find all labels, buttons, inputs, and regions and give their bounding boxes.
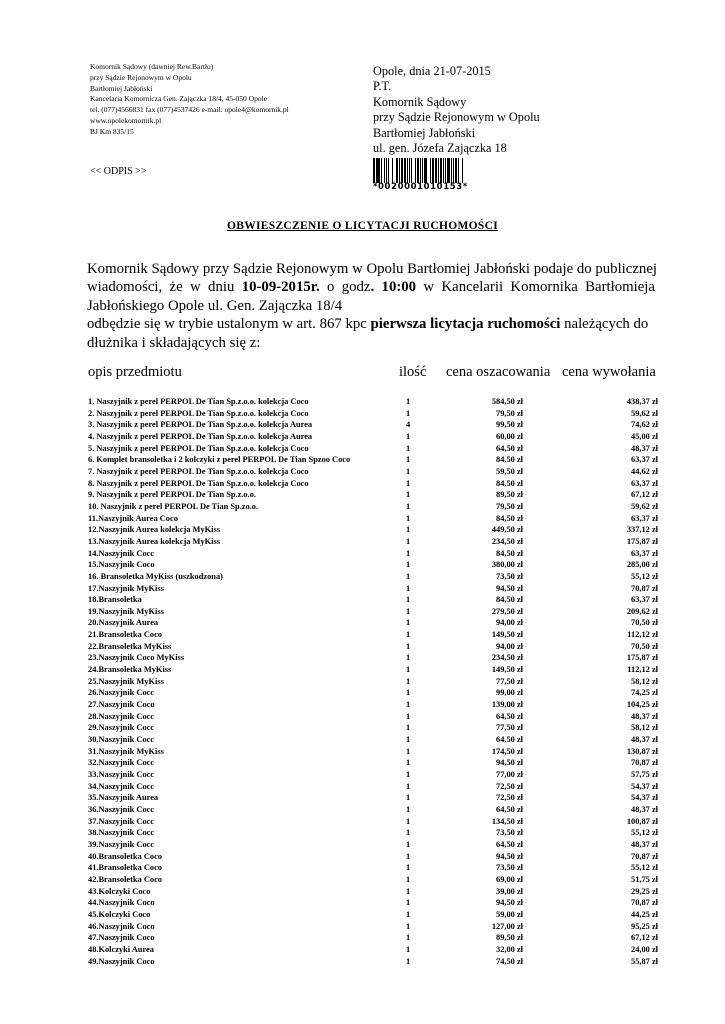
table-row [88, 396, 658, 408]
item-call-price: 59,62 zł [631, 501, 658, 511]
item-quantity: 1 [406, 723, 411, 733]
item-call-price: 48,37 zł [631, 443, 658, 453]
item-quantity: 1 [406, 560, 411, 570]
table-row [88, 746, 658, 758]
item-call-price: 58,12 zł [631, 723, 658, 733]
item-call-price: 24,00 zł [631, 944, 658, 954]
auction-time: . 10:00 [370, 279, 417, 296]
item-description: 21.Bransoletka Coco [88, 630, 162, 640]
item-quantity: 1 [406, 933, 411, 943]
item-estimate: 149,50 zł [491, 665, 523, 675]
item-call-price: 55,87 zł [631, 956, 658, 966]
item-estimate: 77,50 zł [496, 723, 523, 733]
item-description: 27.Naszyjnik Coco [88, 700, 155, 710]
item-estimate: 584,50 zł [491, 397, 523, 406]
item-estimate: 449,50 zł [491, 525, 523, 535]
item-call-price: 63,37 zł [631, 548, 658, 558]
item-estimate: 84,50 zł [496, 455, 523, 465]
item-description: 44.Naszyjnik Coco [88, 898, 155, 908]
header-call-price: cena wywołania [562, 364, 656, 380]
item-quantity: 1 [406, 478, 411, 488]
item-quantity: 1 [406, 397, 411, 406]
item-call-price: 48,37 zł [631, 735, 658, 745]
table-row [88, 804, 658, 816]
item-quantity: 1 [406, 758, 411, 768]
item-quantity: 1 [406, 501, 411, 511]
item-quantity: 1 [406, 513, 411, 523]
table-row [88, 769, 658, 781]
item-description: 31.Naszyjnik MyKiss [88, 746, 164, 756]
item-description: 29.Naszyjnik Cocc [88, 723, 155, 733]
intro-text: w Kancelarii Komornika Bartłomieja [416, 279, 655, 296]
item-description: 15.Naszyjnik Coco [88, 560, 155, 570]
item-call-price: 58,12 zł [631, 676, 658, 686]
item-description: 6. Komplet bransoletka i 2 kolczyki z perel PERPOL De Tian Spzoo Coco [88, 455, 351, 465]
item-quantity: 1 [406, 839, 411, 849]
table-row [88, 722, 658, 734]
item-call-price: 74,62 zł [631, 420, 658, 430]
item-estimate: 99,50 zł [496, 420, 523, 430]
barcode-bars [373, 158, 501, 183]
intro-text: wiadomości, że w dniu [87, 279, 242, 296]
item-call-price: 175,87 zł [626, 653, 658, 663]
items-table-body [88, 396, 658, 967]
table-row [88, 932, 658, 944]
item-description: 46.Naszyjnik Coco [88, 921, 155, 931]
item-call-price: 337,12 zł [626, 525, 658, 535]
table-row [88, 781, 658, 793]
item-call-price: 70,87 zł [631, 758, 658, 768]
item-quantity: 1 [406, 746, 411, 756]
item-estimate: 64,50 zł [496, 839, 523, 849]
table-row [88, 699, 658, 711]
table-row [88, 792, 658, 804]
item-quantity: 1 [406, 525, 411, 535]
table-row [88, 454, 658, 466]
table-row [88, 431, 658, 443]
table-row [88, 652, 658, 664]
item-estimate: 84,50 zł [496, 513, 523, 523]
table-row [88, 594, 658, 606]
item-estimate: 234,50 zł [491, 653, 523, 663]
table-row [88, 886, 658, 898]
item-description: 8. Naszyjnik z perel PERPOL De Tian Sp.z.o.o. kolekcja Coco [88, 478, 309, 488]
item-quantity: 1 [406, 711, 411, 721]
table-row [88, 676, 658, 688]
item-estimate: 64,50 zł [496, 443, 523, 453]
item-quantity: 1 [406, 408, 411, 418]
item-quantity: 1 [406, 606, 411, 616]
item-estimate: 74,50 zł [496, 956, 523, 966]
item-quantity: 1 [406, 583, 411, 593]
item-description: 32.Naszyjnik Cocc [88, 758, 155, 768]
item-description: 23.Naszyjnik Coco MyKiss [88, 653, 185, 663]
item-quantity: 1 [406, 630, 411, 640]
item-quantity: 1 [406, 595, 411, 605]
item-estimate: 59,50 zł [496, 466, 523, 476]
table-row [88, 548, 658, 560]
item-call-price: 70,87 zł [631, 851, 658, 861]
sender-line: Bartłomiej Jabłoński [90, 83, 153, 93]
table-row [88, 583, 658, 595]
barcode [373, 158, 501, 192]
item-call-price: 74,25 zł [631, 688, 658, 698]
item-estimate: 79,50 zł [496, 501, 523, 511]
item-call-price: 54,37 zł [631, 781, 658, 791]
item-quantity: 1 [406, 490, 411, 500]
item-quantity: 1 [406, 863, 411, 873]
item-call-price: 63,37 zł [631, 595, 658, 605]
table-row [88, 443, 658, 455]
item-call-price: 67,12 zł [631, 490, 658, 500]
item-quantity: 1 [406, 653, 411, 663]
item-estimate: 89,50 zł [496, 933, 523, 943]
item-description: 20.Naszyjnik Aurea [88, 618, 159, 628]
item-estimate: 77,00 zł [496, 770, 523, 779]
sender-line: Kancelaria Komornicza Gen. Zajączka 18/4, 45-050 Opole [90, 94, 268, 104]
table-row [88, 524, 658, 536]
table-row [88, 757, 658, 769]
table-row [88, 641, 658, 653]
item-description: 49.Naszyjnik Coco [88, 956, 155, 966]
intro-line-2 [87, 278, 655, 296]
item-quantity: 1 [406, 851, 411, 861]
item-description: 28.Naszyjnik Cocc [88, 711, 155, 721]
item-estimate: 84,50 zł [496, 478, 523, 488]
item-call-price: 70,50 zł [631, 618, 658, 628]
item-estimate: 59,00 zł [496, 909, 523, 919]
header-estimate: cena oszacowania [446, 364, 551, 380]
barcode-code: *0020001010153* [373, 182, 468, 192]
table-row [88, 711, 658, 723]
item-description: 12.Naszyjnik Aurea kolekcja MyKiss [88, 525, 220, 535]
item-call-price: 48,37 zł [631, 839, 658, 849]
item-description: 22.Bransoletka MyKiss [88, 641, 172, 651]
item-call-price: 104,25 zł [626, 700, 658, 710]
item-description: 48.Kolczyki Aurea [88, 944, 154, 954]
recipient-line: ul. gen. Józefa Zajączka 18 [373, 141, 507, 156]
item-description: 1. Naszyjnik z perel PERPOL De Tian Sp.z.o.o. kolekcja Coco [88, 397, 309, 406]
intro-text: należących do [560, 316, 649, 333]
item-description: 35.Naszyjnik Aurea [88, 793, 159, 803]
item-estimate: 174,50 zł [491, 746, 523, 756]
intro-line-3: Jabłońskiego Opole ul. Gen. Zajączka 18/4 [87, 297, 343, 314]
table-row [88, 419, 658, 431]
item-quantity: 1 [406, 781, 411, 791]
item-call-price: 44,25 zł [631, 909, 658, 919]
item-description: 2. Naszyjnik z perel PERPOL De Tian Sp.z.o.o. kolekcja Coco [88, 408, 309, 418]
item-estimate: 39,00 zł [496, 886, 523, 896]
table-row [88, 897, 658, 909]
item-estimate: 234,50 zł [491, 536, 523, 546]
item-description: 45.Kolczyki Coco [88, 909, 151, 919]
item-quantity: 1 [406, 874, 411, 884]
item-call-price: 209,62 zł [626, 606, 658, 616]
table-row [88, 466, 658, 478]
item-estimate: 139,00 zł [491, 700, 523, 710]
item-estimate: 69,00 zł [496, 874, 523, 884]
sender-line: tel. (077)4566831 fax (077)4537426 e-mail: opole4@komornik.pl [90, 105, 289, 115]
item-call-price: 29,25 zł [631, 886, 658, 896]
item-estimate: 73,50 zł [496, 828, 523, 838]
item-description: 16. Bransoletka MyKiss (uszkodzona) [88, 571, 223, 581]
item-call-price: 48,37 zł [631, 804, 658, 814]
table-row [88, 956, 658, 968]
recipient-line: P.T. [373, 79, 392, 94]
item-quantity: 1 [406, 816, 411, 826]
item-estimate: 60,00 zł [496, 431, 523, 441]
items-table [88, 396, 658, 967]
item-estimate: 94,00 zł [496, 618, 523, 628]
table-row [88, 909, 658, 921]
item-call-price: 95,25 zł [631, 921, 658, 931]
sender-line: Komornik Sądowy (dawniej Rew.Bartło) [90, 62, 214, 71]
table-row [88, 489, 658, 501]
item-estimate: 73,50 zł [496, 863, 523, 873]
item-quantity: 1 [406, 641, 411, 651]
intro-line-1: Komornik Sądowy przy Sądzie Rejonowym w Opolu Bartłomiej Jabłoński podaje do publicznej [87, 261, 657, 277]
item-estimate: 84,50 zł [496, 548, 523, 558]
sender-block [90, 62, 360, 138]
table-row [88, 501, 658, 513]
item-call-price: 438,37 zł [626, 397, 658, 406]
item-description: 40.Bransoletka Coco [88, 851, 162, 861]
item-call-price: 55,12 zł [631, 571, 658, 581]
table-row [88, 664, 658, 676]
item-description: 10. Naszyjnik z perel PERPOL De Tian Sp.zo.o. [88, 501, 259, 511]
recipient-block [373, 64, 633, 172]
item-description: 13.Naszyjnik Aurea kolekcja MyKiss [88, 536, 220, 546]
item-quantity: 1 [406, 466, 411, 476]
item-description: 7. Naszyjnik z perel PERPOL De Tian Sp.z.o.o. kolekcja Coco [88, 466, 309, 476]
table-row [88, 513, 658, 525]
item-quantity: 1 [406, 921, 411, 931]
item-call-price: 54,37 zł [631, 793, 658, 803]
recipient-line: Komornik Sądowy [373, 94, 467, 109]
table-row [88, 921, 658, 933]
item-description: 38.Naszyjnik Cocc [88, 828, 155, 838]
case-number: BJ Km 835/15 [90, 126, 134, 136]
item-call-price: 45,00 zł [631, 431, 658, 441]
item-call-price: 100,87 zł [626, 816, 658, 826]
item-quantity: 1 [406, 455, 411, 465]
table-row [88, 571, 658, 583]
item-call-price: 59,62 zł [631, 408, 658, 418]
item-description: 37.Naszyjnik Cocc [88, 816, 155, 826]
item-quantity: 1 [406, 571, 411, 581]
table-row [88, 944, 658, 956]
item-description: 36.Naszyjnik Cocc [88, 804, 155, 814]
item-description: 18.Bransoletka [88, 595, 142, 605]
item-description: 25.Naszyjnik MyKiss [88, 676, 164, 686]
item-quantity: 4 [406, 420, 411, 430]
item-estimate: 64,50 zł [496, 804, 523, 814]
item-description: 34.Naszyjnik Cocc [88, 781, 155, 791]
item-estimate: 84,50 zł [496, 595, 523, 605]
item-call-price: 57,75 zł [631, 770, 658, 779]
item-call-price: 112,12 zł [627, 665, 658, 675]
odpis-label: << ODPIS >> [90, 166, 147, 177]
item-estimate: 32,00 zł [496, 944, 523, 954]
item-quantity: 1 [406, 770, 411, 779]
item-description: 47.Naszyjnik Coco [88, 933, 155, 943]
item-estimate: 64,50 zł [496, 735, 523, 745]
intro-paragraph [87, 260, 655, 352]
table-row [88, 606, 658, 618]
item-call-price: 112,12 zł [627, 630, 658, 640]
item-description: 19.Naszyjnik MyKiss [88, 606, 164, 616]
header-quantity: ilość [399, 364, 427, 380]
item-estimate: 94,50 zł [496, 758, 523, 768]
item-quantity: 1 [406, 665, 411, 675]
item-call-price: 63,37 zł [631, 455, 658, 465]
item-quantity: 1 [406, 909, 411, 919]
intro-text: o godz [319, 279, 371, 296]
intro-line-4 [87, 315, 655, 333]
header-description: opis przedmiotu [88, 364, 182, 380]
item-call-price: 70,50 zł [631, 641, 658, 651]
item-description: 39.Naszyjnik Cocc [88, 839, 155, 849]
item-estimate: 99,00 zł [496, 688, 523, 698]
item-call-price: 175,87 zł [626, 536, 658, 546]
item-description: 41.Bransoletka Coco [88, 863, 162, 873]
item-estimate: 72,50 zł [496, 793, 523, 803]
item-estimate: 89,50 zł [496, 490, 523, 500]
item-estimate: 94,50 zł [496, 583, 523, 593]
item-call-price: 285,00 zł [626, 560, 658, 570]
item-description: 3. Naszyjnik z perel PERPOL De Tian Sp.z.o.o. kolekcja Aurea [88, 420, 313, 430]
item-quantity: 1 [406, 536, 411, 546]
auction-date: 10-09-2015r. [241, 279, 320, 296]
item-estimate: 77,50 zł [496, 676, 523, 686]
item-description: 9. Naszyjnik z perel PERPOL De Tian Sp.z.o.o. [88, 490, 256, 500]
table-row [88, 827, 658, 839]
item-description: 43.Kolczyki Coco [88, 886, 151, 896]
recipient-line: przy Sądzie Rejonowym w Opolu [373, 110, 540, 125]
item-quantity: 1 [406, 688, 411, 698]
item-call-price: 55,12 zł [631, 863, 658, 873]
table-row [88, 851, 658, 863]
item-call-price: 63,37 zł [631, 478, 658, 488]
item-estimate: 94,00 zł [496, 641, 523, 651]
item-description: 14.Naszyjnik Cocc [88, 548, 155, 558]
item-quantity: 1 [406, 886, 411, 896]
table-row [88, 478, 658, 490]
item-call-price: 55,12 zł [631, 828, 658, 838]
sender-line: www.opolekomornik.pl [90, 115, 162, 125]
item-call-price: 63,37 zł [631, 513, 658, 523]
item-estimate: 279,50 zł [491, 606, 523, 616]
table-row [88, 839, 658, 851]
table-row [88, 862, 658, 874]
item-quantity: 1 [406, 956, 411, 966]
item-estimate: 79,50 zł [496, 408, 523, 418]
item-description: 24.Bransoletka MyKiss [88, 665, 172, 675]
item-quantity: 1 [406, 944, 411, 954]
item-quantity: 1 [406, 735, 411, 745]
item-estimate: 134,50 zł [491, 816, 523, 826]
item-estimate: 380,00 zł [491, 560, 523, 570]
document-title: OBWIESZCZENIE O LICYTACJI RUCHOMOŚCI [227, 220, 498, 232]
item-estimate: 127,00 zł [491, 921, 523, 931]
auction-type: pierwsza licytacja ruchomości [370, 316, 561, 333]
item-description: 5. Naszyjnik z perel PERPOL De Tian Sp.z.o.o. kolekcja Coco [88, 443, 309, 453]
item-call-price: 67,12 zł [631, 933, 658, 943]
item-quantity: 1 [406, 431, 411, 441]
table-row [88, 408, 658, 420]
item-quantity: 1 [406, 828, 411, 838]
item-quantity: 1 [406, 548, 411, 558]
table-row [88, 536, 658, 548]
item-call-price: 70,87 zł [631, 898, 658, 908]
item-call-price: 130,87 zł [626, 746, 658, 756]
item-call-price: 44,62 zł [631, 466, 658, 476]
intro-text: odbędzie się w trybie ustalonym w art. 867 kpc [87, 316, 371, 333]
item-description: 30.Naszyjnik Cocc [88, 735, 155, 745]
item-quantity: 1 [406, 700, 411, 710]
sender-line: przy Sądzie Rejonowym w Opolu [90, 72, 192, 82]
item-description: 42.Bransoletka Coco [88, 874, 162, 884]
recipient-line: Bartłomiej Jabłoński [373, 125, 476, 140]
item-call-price: 70,87 zł [631, 583, 658, 593]
item-estimate: 73,50 zł [496, 571, 523, 581]
item-description: 33.Naszyjnik Cocc [88, 770, 155, 779]
item-call-price: 48,37 zł [631, 711, 658, 721]
item-quantity: 1 [406, 793, 411, 803]
item-description: 17.Naszyjnik MyKiss [88, 583, 164, 593]
item-estimate: 64,50 zł [496, 711, 523, 721]
table-row [88, 559, 658, 571]
document-date: Opole, dnia 21-07-2015 [373, 64, 491, 78]
item-description: 26.Naszyjnik Cocc [88, 688, 155, 698]
item-quantity: 1 [406, 443, 411, 453]
item-quantity: 1 [406, 618, 411, 628]
item-description: 4. Naszyjnik z perel PERPOL De Tian Sp.z.o.o. kolekcja Aurea [88, 431, 313, 441]
item-quantity: 1 [406, 676, 411, 686]
table-row [88, 874, 658, 886]
table-row [88, 617, 658, 629]
table-row [88, 687, 658, 699]
item-description: 11.Naszyjnik Aurea Coco [88, 513, 178, 523]
table-row [88, 629, 658, 641]
item-quantity: 1 [406, 804, 411, 814]
table-row [88, 734, 658, 746]
item-estimate: 94,50 zł [496, 898, 523, 908]
item-estimate: 149,50 zł [491, 630, 523, 640]
item-estimate: 72,50 zł [496, 781, 523, 791]
item-call-price: 51,75 zł [631, 874, 658, 884]
table-row [88, 816, 658, 828]
item-quantity: 1 [406, 898, 411, 908]
intro-line-5: dłużnika i składających się z: [87, 334, 261, 351]
item-estimate: 94,50 zł [496, 851, 523, 861]
